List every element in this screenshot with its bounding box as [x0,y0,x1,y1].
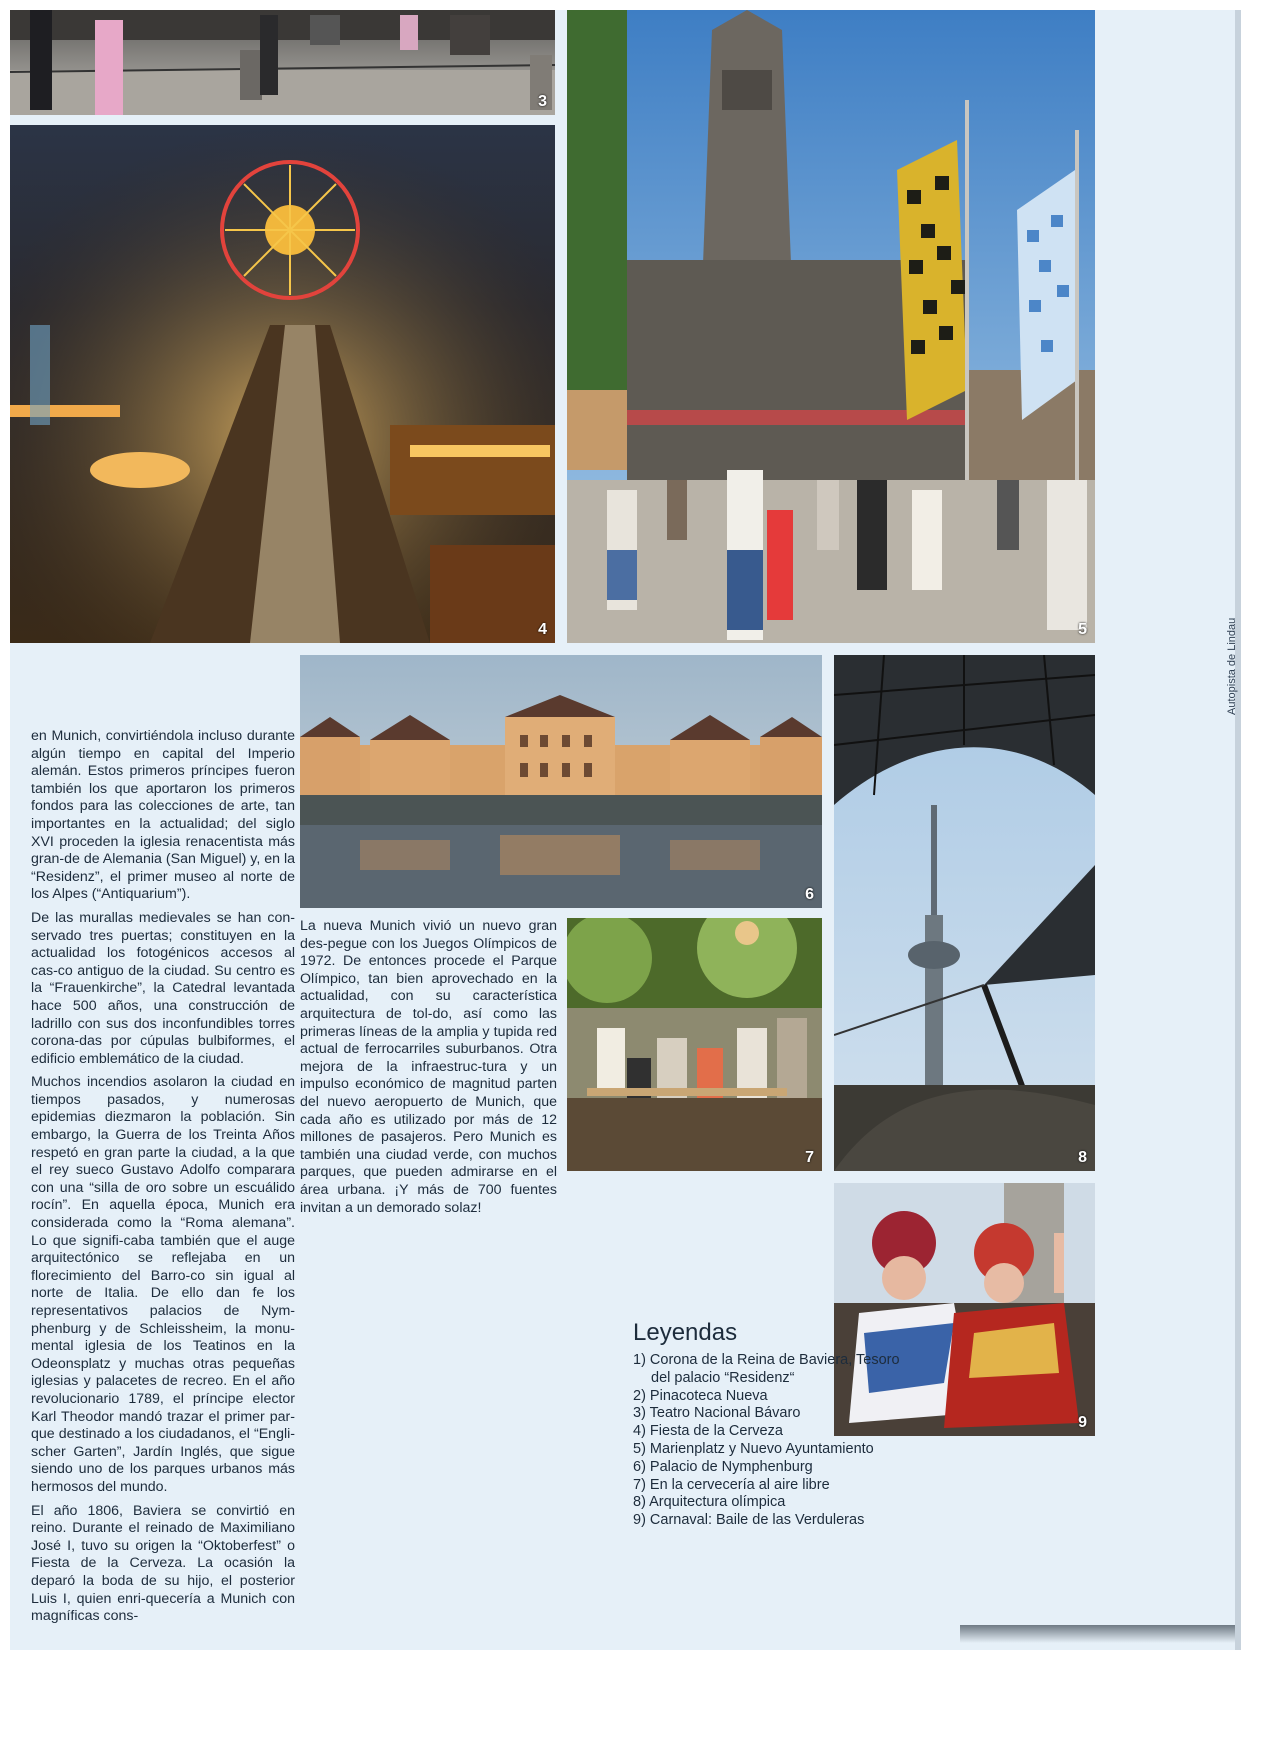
legend-item: 1) Corona de la Reina de Baviera, Tesoro [633,1352,900,1368]
photo-3-national-theatre [10,10,555,115]
photo-number: 9 [1078,1414,1087,1431]
paragraph: El año 1806, Baviera se convirtió en reino. Durante el reinado de Maximiliano José I, tuvo su origen la “Oktoberfest” o Fiesta de la Cerveza. La ocasión la deparó la boda de su hijo, el posterior Luis I, quien enri-quecería a Munich con magníficas cons- [31,1502,295,1625]
text-column-left [31,728,295,1632]
paragraph: en Munich, convirtiéndola incluso durante algún tiempo en capital del Imperio alemán. Estos primeros príncipes fueron también los que aportaron los primeros fondos para las colecciones de arte, tan importantes en la actualidad; del siglo XVI proceden la iglesia renacentista más gran-de de Alemania (San Miguel) y, en la “Residenz”, el primer museo al norte de los Alpes (“Antiquarium”). [31,728,295,903]
text-column-middle [300,918,557,1223]
side-caption: Autopista de Lindau [1226,617,1238,715]
photo-4-oktoberfest [10,125,555,643]
legend-item: 4) Fiesta de la Cerveza [633,1423,783,1440]
legend-item: del palacio “Residenz“ [651,1369,795,1386]
photo-number: 8 [1078,1149,1087,1166]
photo-number: 3 [538,93,547,110]
photo-4-image [10,125,555,643]
photo-3-image [10,10,555,115]
photo-6-nymphenburg [300,655,822,908]
photo-8-olympic-architecture [834,655,1095,1171]
paragraph: De las murallas medievales se han con-servado tres puertas; constituyen en la actualidad los fotogénicos accesos al cas-co antiguo de la ciudad. Su centro es la “Frauenkirche”, la Catedral levantada hace 500 años, una construcción de ladrillo con sus dos inconfundibles torres corona-das por cúpulas bulbiformes, el edificio emblemático de la ciudad. [31,909,295,1067]
page-edge [1235,10,1241,1650]
legend-title: Leyendas [633,1319,738,1346]
legend-item: 3) Teatro Nacional Bávaro [633,1405,801,1422]
photo-number: 7 [805,1149,814,1166]
photo-5-marienplatz [567,10,1095,643]
photo-number: 6 [805,886,814,903]
photo-6-image [300,655,822,908]
photo-8-image [834,655,1095,1171]
legend-item: 2) Pinacoteca Nueva [633,1387,768,1404]
paragraph: Muchos incendios asolaron la ciudad en tiempos pasados, y numerosas epidemias diezmaron la población. Sin embargo, la Guerra de los Treinta Años respetó en gran parte la ciudad, a la que el rey sueco Gustavo Adolfo comparara con una “silla de oro sobre un escuálido rocín”. En aquella época, Munich era considerada como la “Roma alemana”. Lo que signifi-caba también que el auge arquitectónico se reflejaba en un florecimiento del Barro-co sin igual al norte de Italia. De ello dan fe los representativos palacios de Nym-phenburg y de Schleissheim, la monu-mental iglesia de los Teatinos en la Odeonsplatz y muchas otras pequeñas iglesias y palacetes de recreo. En el año revolucionario 1789, el príncipe elector Karl Theodor mandó trazar el primer par-que destinado a los ciudadanos, el “Engli-scher Garten”, Jardín Inglés, que sigue siendo uno de los parques urbanos más hermosos del mundo. [31,1074,295,1495]
photo-7-beer-garden [567,918,822,1171]
legend-item: 8) Arquitectura olímpica [633,1494,786,1511]
legend-item: 6) Palacio de Nymphenburg [633,1458,813,1475]
legend-item: 5) Marienplatz y Nuevo Ayuntamiento [633,1440,874,1457]
page-fold-shadow [960,1625,1235,1643]
photo-7-image [567,918,822,1171]
photo-number: 5 [1078,621,1087,638]
photo-number: 4 [538,621,547,638]
photo-5-image [567,10,1095,643]
legend-item: 9) Carnaval: Baile de las Verduleras [633,1512,865,1529]
legend-item: 7) En la cervecería al aire libre [633,1476,830,1493]
legend-list [633,1352,933,1530]
paragraph: La nueva Munich vivió un nuevo gran des-pegue con los Juegos Olímpicos de 1972. De entonces procede el Parque Olímpico, tan bien aprovechado en la actualidad, con su característica arquitectura de tol-do, así como las primeras líneas de la amplia y tupida red actual de ferrocarriles suburbanos. Otra mejora de la infraestruc-tura y un impulso económico de magnitud parten del nuevo aeropuerto de Munich, que cada año es utilizado por más de 12 millones de pasajeros. Pero Munich es también una ciudad verde, con muchos parques, que pueden admirarse en el área urbana. ¡Y más de 700 fuentes invitan a un demorado solaz! [300,918,557,1216]
